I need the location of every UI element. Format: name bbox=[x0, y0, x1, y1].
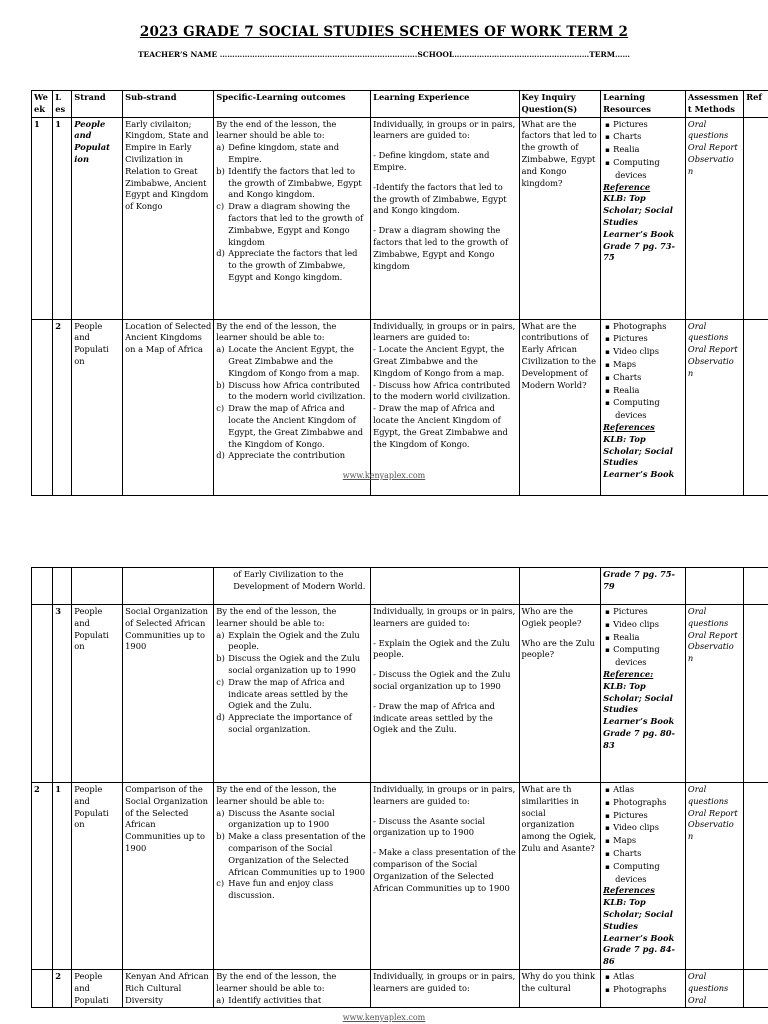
resource-item: ▪ Atlas bbox=[613, 971, 683, 984]
header-inquiry: Key Inquiry Question(S) bbox=[519, 91, 601, 118]
lesson-cell: 1 bbox=[53, 117, 72, 319]
outcome-text: Draw a diagram showing the factors that led to the growth of Zimbabwe, Egypt and Kongo kingdom bbox=[228, 201, 364, 247]
outcome-item bbox=[216, 677, 368, 712]
outcome-item bbox=[216, 878, 368, 902]
inquiry-question-2: Who are the Zulu people? bbox=[521, 637, 595, 660]
resources-cell bbox=[601, 117, 686, 319]
outcomes-list bbox=[216, 808, 368, 902]
outcome-key: a) bbox=[216, 807, 225, 818]
experience-intro: Individually, in groups or in pairs, learners are guided to: bbox=[373, 971, 516, 993]
outcomes-intro: By the end of the lesson, the learner should be able to: bbox=[216, 971, 337, 993]
strand-cell: People and Populati on bbox=[72, 605, 123, 783]
outcome-key: c) bbox=[216, 403, 225, 414]
experience-cell bbox=[371, 117, 519, 319]
header-row bbox=[32, 91, 768, 118]
substrand-cell: Location of Selected Ancient Kingdoms on a Map of Africa bbox=[123, 319, 214, 495]
outcome-item bbox=[216, 808, 368, 832]
header-outcomes: Specific-Learning outcomes bbox=[214, 91, 371, 118]
continued-outcome: of Early Civilization to the Development of Modern World. bbox=[233, 569, 366, 591]
resources-cell bbox=[601, 605, 686, 783]
experience-item: - Draw the map of Africa and locate the Ancient Kingdom of Egypt, the Great Zimbabwe and the Kingdom of Kongo. bbox=[373, 403, 508, 449]
assessment-cell: Oral questions Oral Report Observatio n bbox=[685, 319, 743, 495]
table-row bbox=[32, 970, 768, 1008]
experience-item: - Discuss the Asante social organization up to 1900 bbox=[373, 815, 486, 838]
header-assessment: Assessmen t Methods bbox=[685, 91, 743, 118]
experience-item: - Draw the map of Africa and indicate areas settled by the Ogiek and the Zulu. bbox=[373, 700, 495, 735]
resource-item: ▪ Pictures bbox=[613, 606, 683, 619]
assessment-cell: Oral questions Oral Report Observatio n bbox=[685, 117, 743, 319]
outcome-key: c) bbox=[216, 878, 225, 889]
document-title: 2023 GRADE 7 SOCIAL STUDIES SCHEMES OF WORK TERM 2 bbox=[139, 24, 629, 40]
experience-item: - Draw a diagram showing the factors that led to the growth of Zimbabwe, Egypt and Kongo kingdom bbox=[373, 225, 509, 271]
reference-text: KLB: Top Scholar; Social Studies Learner’s Book Grade 7 pg. 80-83 bbox=[603, 680, 675, 750]
week-cell: 1 bbox=[32, 117, 53, 319]
outcome-text: Discuss the Asante social organization up to 1900 bbox=[228, 807, 335, 830]
continuation-row bbox=[32, 568, 768, 605]
outcome-text: Appreciate the factors that led to the growth of Zimbabwe, Egypt and Kongo kingdom. bbox=[228, 248, 358, 282]
week-cell bbox=[32, 970, 53, 1008]
outcomes-cell bbox=[214, 605, 371, 783]
spacer bbox=[373, 661, 516, 669]
spacer bbox=[373, 217, 516, 225]
resource-item: ▪ Photographs bbox=[613, 321, 683, 334]
resources-cell bbox=[601, 319, 686, 495]
ref-cell bbox=[744, 970, 768, 1008]
inquiry-question: What are the factors that led to the growth of Zimbabwe, Egypt and Kongo kingdom? bbox=[521, 118, 597, 188]
spacer bbox=[373, 630, 516, 638]
header-strand: Strand bbox=[72, 91, 123, 118]
spacer bbox=[373, 142, 516, 150]
outcome-key: a) bbox=[216, 344, 225, 355]
experience-item: - Explain the Ogiek and the Zulu people. bbox=[373, 637, 510, 660]
outcomes-intro: By the end of the lesson, the learner should be able to: bbox=[216, 320, 337, 343]
outcome-key: b) bbox=[216, 653, 225, 664]
experience-item: - Discuss how Africa contributed to the modern world civilization. bbox=[373, 379, 511, 402]
outcome-key: a) bbox=[216, 629, 225, 640]
ref-cell bbox=[744, 783, 768, 970]
experience-item: - Define kingdom, state and Empire. bbox=[373, 150, 490, 172]
outcome-text: Discuss the Ogiek and the Zulu social organization up to 1990 bbox=[228, 653, 361, 675]
outcome-key: c) bbox=[216, 201, 225, 212]
experience-item: -Identify the factors that led to the growth of Zimbabwe, Egypt and Kongo kingdom. bbox=[373, 181, 507, 216]
experience-cell bbox=[371, 783, 519, 970]
resource-item: ▪ Maps bbox=[613, 835, 683, 848]
reference-text: KLB: Top Scholar; Social Studies Learner’s Book bbox=[603, 433, 675, 480]
strand-cell: People and Populati bbox=[72, 970, 123, 1008]
inquiry-question: What are th similarities in social organization among the Ogiek, Zulu and Asante? bbox=[521, 784, 597, 853]
experience-intro: Individually, in groups or in pairs, learners are guided to: bbox=[373, 784, 516, 806]
outcomes-intro: By the end of the lesson, the learner should be able to: bbox=[216, 606, 337, 628]
outcome-key: b) bbox=[216, 379, 225, 390]
resource-item: ▪ Computing devices bbox=[613, 397, 683, 422]
resources-cell bbox=[601, 970, 686, 1008]
spacer bbox=[373, 839, 516, 847]
outcome-text: Appreciate the contribution bbox=[228, 450, 346, 461]
outcome-item bbox=[216, 450, 368, 462]
resource-item: ▪ Pictures bbox=[613, 333, 683, 346]
inquiry-cell bbox=[519, 605, 601, 783]
assessment-cell: Oral questions Oral bbox=[685, 970, 743, 1008]
substrand-cell: Kenyan And African Rich Cultural Diversity bbox=[123, 970, 214, 1008]
resource-item: ▪ Realia bbox=[613, 385, 683, 398]
resource-item: ▪ Charts bbox=[613, 131, 683, 144]
scheme-table-page-1 bbox=[31, 90, 768, 496]
resource-item: ▪ Realia bbox=[613, 632, 683, 645]
outcomes-cell bbox=[214, 783, 371, 970]
resource-item: ▪ Photographs bbox=[613, 797, 683, 810]
outcome-text: Draw the map of Africa and locate the Ancient Kingdom of Egypt, the Great Zimbabwe and the Kingdom of Kongo. bbox=[228, 403, 364, 449]
outcome-key: a) bbox=[216, 994, 225, 1005]
resource-item: ▪ Computing devices bbox=[613, 644, 683, 669]
lesson-cell: 2 bbox=[53, 319, 72, 495]
resource-item: ▪ Realia bbox=[613, 144, 683, 157]
resources-list bbox=[603, 784, 683, 885]
outcome-item bbox=[216, 630, 368, 654]
experience-cell bbox=[371, 319, 519, 495]
substrand-cell: Comparison of the Social Organization of the Selected African Communities up to 1900 bbox=[123, 783, 214, 970]
week-cell: 2 bbox=[32, 783, 53, 970]
lesson-cell: 1 bbox=[53, 783, 72, 970]
reference-heading: References bbox=[603, 885, 655, 896]
outcomes-list bbox=[216, 344, 368, 462]
reference-text: KLB: Top Scholar; Social Studies Learner’s Book Grade 7 pg. 84-86 bbox=[603, 897, 675, 967]
inquiry-question: Who are the Ogiek people? bbox=[521, 606, 582, 628]
inquiry-cell bbox=[519, 970, 601, 1008]
outcome-text: Locate the Ancient Egypt, the Great Zimbabwe and the Kingdom of Kongo from a map. bbox=[228, 344, 360, 378]
header-substrand: Sub-strand bbox=[123, 91, 214, 118]
table-row bbox=[32, 319, 768, 495]
outcome-key: a) bbox=[216, 142, 225, 153]
inquiry-cell bbox=[519, 319, 601, 495]
reference-heading: Reference bbox=[603, 181, 651, 192]
resource-item: ▪ Maps bbox=[613, 359, 683, 372]
outcomes-cell bbox=[214, 319, 371, 495]
header-week: We ek bbox=[32, 91, 53, 118]
outcomes-list bbox=[216, 142, 368, 284]
outcome-key: d) bbox=[216, 450, 225, 461]
assessment-cell: Oral questions Oral Report Observatio n bbox=[685, 605, 743, 783]
experience-intro: Individually, in groups or in pairs, learners are guided to: bbox=[373, 320, 516, 343]
experience-cell bbox=[371, 970, 519, 1008]
outcomes-cell bbox=[214, 117, 371, 319]
outcomes-intro: By the end of the lesson, the learner should be able to: bbox=[216, 118, 337, 141]
inquiry-question: Why do you think the cultural bbox=[521, 971, 596, 993]
outcome-text: Have fun and enjoy class discussion. bbox=[228, 878, 334, 901]
outcome-key: b) bbox=[216, 165, 225, 176]
header-ref: Ref bbox=[744, 91, 768, 118]
resource-item: ▪ Charts bbox=[613, 372, 683, 385]
resource-item: ▪ Video clips bbox=[613, 822, 683, 835]
spacer bbox=[373, 693, 516, 701]
resources-list bbox=[603, 971, 683, 997]
outcomes-list bbox=[216, 630, 368, 736]
outcome-item bbox=[216, 248, 368, 283]
inquiry-cell bbox=[519, 783, 601, 970]
experience-intro: Individually, in groups or in pairs, learners are guided to: bbox=[373, 118, 516, 141]
outcome-key: d) bbox=[216, 248, 225, 259]
outcome-text: Explain the Ogiek and the Zulu people. bbox=[228, 629, 360, 652]
outcome-item bbox=[216, 653, 368, 677]
scheme-table-page-2 bbox=[31, 567, 768, 1008]
strand-cell: People and Populat ion bbox=[72, 117, 123, 319]
resource-item: ▪ Computing devices bbox=[613, 157, 683, 182]
ref-cell bbox=[744, 605, 768, 783]
table-row bbox=[32, 783, 768, 970]
resources-list bbox=[603, 119, 683, 182]
outcomes-cell bbox=[214, 970, 371, 1008]
header-resources: Learning Resources bbox=[601, 91, 686, 118]
outcome-item bbox=[216, 201, 368, 248]
outcome-item bbox=[216, 166, 368, 201]
footer-link-2[interactable]: www.kenyaplex.com bbox=[342, 1013, 426, 1022]
inquiry-question: What are the contributions of Early African Civilization to the Development of Modern World? bbox=[521, 320, 597, 390]
outcome-text: Make a class presentation of the comparison of the Social Organization of the Selected African Communities up to 1900 bbox=[228, 831, 366, 877]
header-lesson: L es bbox=[53, 91, 72, 118]
table-row bbox=[32, 117, 768, 319]
resource-item: ▪ Pictures bbox=[613, 119, 683, 132]
resources-cell bbox=[601, 783, 686, 970]
table-row bbox=[32, 605, 768, 783]
outcome-item bbox=[216, 831, 368, 878]
outcome-item bbox=[216, 380, 368, 404]
header-experience: Learning Experience bbox=[371, 91, 519, 118]
ref-cell bbox=[744, 117, 768, 319]
footer-link-1[interactable]: www.kenyaplex.com bbox=[342, 471, 426, 480]
substrand-cell: Early civilaiton; Kingdom, State and Empire in Early Civilization in Relation to Great Zimbabwe, Ancient Egypt and Kingdom of Kongo bbox=[123, 117, 214, 319]
spacer bbox=[522, 630, 599, 638]
resource-item: ▪ Photographs bbox=[613, 984, 683, 997]
outcome-item bbox=[216, 403, 368, 450]
substrand-cell: Social Organization of Selected African Communities up to 1900 bbox=[123, 605, 214, 783]
assessment-cell: Oral questions Oral Report Observatio n bbox=[685, 783, 743, 970]
reference-heading: Reference: bbox=[603, 668, 654, 679]
resources-list bbox=[603, 606, 683, 669]
experience-item: - Locate the Ancient Egypt, the Great Zimbabwe and the Kingdom of Kongo from a map. bbox=[373, 344, 505, 378]
ref-cell bbox=[744, 319, 768, 495]
strand-cell: People and Populati on bbox=[72, 319, 123, 495]
experience-item: - Make a class presentation of the comparison of the Social Organization of the Selected African Communities up to 1900 bbox=[373, 847, 516, 893]
inquiry-cell bbox=[519, 117, 601, 319]
strand-cell: People and Populati on bbox=[72, 783, 123, 970]
reference-text: KLB: Top Scholar; Social Studies Learner’s Book Grade 7 pg. 73-75 bbox=[603, 193, 675, 263]
resource-item: ▪ Pictures bbox=[613, 810, 683, 823]
outcome-key: c) bbox=[216, 676, 225, 687]
outcomes-intro: By the end of the lesson, the learner should be able to: bbox=[216, 784, 337, 806]
outcome-item bbox=[216, 712, 368, 736]
week-cell bbox=[32, 319, 53, 495]
continued-reference: Grade 7 pg. 75-79 bbox=[603, 569, 675, 591]
outcome-item bbox=[216, 995, 368, 1007]
experience-item: - Discuss the Ogiek and the Zulu social organization up to 1990 bbox=[373, 669, 511, 691]
resource-item: ▪ Atlas bbox=[613, 784, 683, 797]
resource-item: ▪ Charts bbox=[613, 848, 683, 861]
reference-heading: References bbox=[603, 421, 655, 432]
outcome-text: Draw the map of Africa and indicate areas settled by the Ogiek and the Zulu. bbox=[228, 676, 348, 711]
week-cell bbox=[32, 605, 53, 783]
experience-intro: Individually, in groups or in pairs, learners are guided to: bbox=[373, 606, 516, 628]
outcomes-list bbox=[216, 995, 368, 1007]
outcome-key: d) bbox=[216, 712, 225, 723]
teacher-school-line: TEACHER’S NAME …………………………………………………………………….SCHOOL………………………………………………TERM…… bbox=[137, 50, 631, 59]
resource-item: ▪ Computing devices bbox=[613, 861, 683, 886]
resources-list bbox=[603, 321, 683, 422]
outcome-text: Define kingdom, state and Empire. bbox=[228, 142, 340, 164]
outcome-text: Identify activities that bbox=[228, 994, 322, 1005]
spacer bbox=[373, 808, 516, 816]
outcome-text: Discuss how Africa contributed to the modern world civilization. bbox=[228, 379, 366, 402]
experience-cell bbox=[371, 605, 519, 783]
spacer bbox=[373, 174, 516, 182]
resource-item: ▪ Video clips bbox=[613, 619, 683, 632]
outcome-text: Appreciate the importance of social organization. bbox=[228, 712, 352, 734]
lesson-cell: 3 bbox=[53, 605, 72, 783]
outcome-text: Identify the factors that led to the growth of Zimbabwe, Egypt and Kongo kingdom. bbox=[228, 165, 362, 200]
lesson-cell: 2 bbox=[53, 970, 72, 1008]
outcome-item bbox=[216, 142, 368, 166]
outcome-item bbox=[216, 344, 368, 379]
resource-item: ▪ Video clips bbox=[613, 346, 683, 359]
outcome-key: b) bbox=[216, 831, 225, 842]
